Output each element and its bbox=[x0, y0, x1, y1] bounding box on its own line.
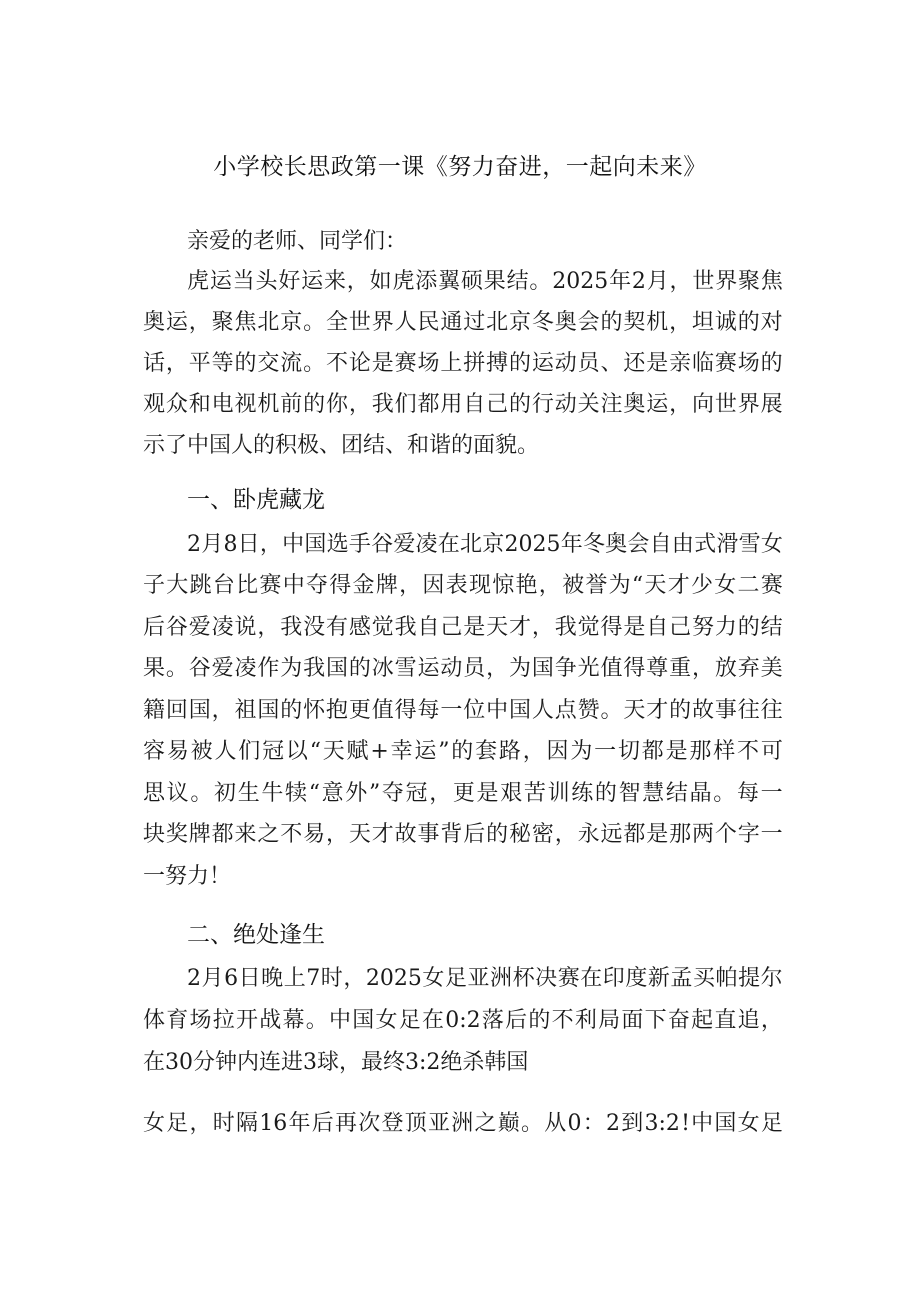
paragraph-line: 子 大 跳 台 比 赛 中 夺 得 金 牌 ， 因 表 现 惊 艳 ， 被 誉 为 “ 天 才 少 女 二 赛 bbox=[143, 573, 783, 598]
paragraph-line: 块 奖 牌 都 来 之 不 易 ， 天 才 故 事 背 后 的 秘 密 ， 永 远 都 是 那 两 个 字 一 bbox=[143, 822, 783, 847]
paragraph-line: 后 谷 爱 凌 说 ， 我 没 有 感 觉 我 自 己 是 天 才 ， 我 觉 得 是 自 己 努 力 的 结 bbox=[143, 615, 783, 640]
paragraph-line: 示了中国人的积极、团结、和谐的面貌。 bbox=[143, 433, 540, 458]
paragraph-line: 容 易 被 人 们 冠 以 “ 天 赋 + 幸 运 ” 的 套 路 ， 因 为 一 切 都 是 那 样 不 可 bbox=[143, 739, 783, 764]
paragraph-line: 虎 运 当 头 好 运 来 ， 如 虎 添 翼 硕 果 结 。 2025 年 2 月 ， 世 界 聚 焦 bbox=[187, 269, 783, 294]
paragraph-line: 女 足 ， 时 隔 16 年 后 再 次 登 顶 亚 洲 之 巅 。 从 0 ： 2 到 3:2 ! 中 国 女 足 bbox=[143, 1111, 783, 1136]
section-heading: 一、卧虎藏龙 bbox=[187, 487, 325, 513]
paragraph-line: 籍 回 国 ， 祖 国 的 怀 抱 更 值 得 每 一 位 中 国 人 点 赞 。 天 才 的 故 事 往 往 bbox=[143, 698, 783, 723]
document-title: 小学校长思政第一课《努力奋进，一起向未来》 bbox=[213, 154, 707, 180]
section-heading: 二、绝处逢生 bbox=[187, 922, 325, 948]
paragraph-line: 体 育 场 拉 开 战 幕 。 中 国 女 足 在 0:2 落 后 的 不 利 局 面 下 奋 起 直 追 ， bbox=[143, 1008, 783, 1033]
paragraph-line: 一努力！ bbox=[143, 864, 232, 889]
paragraph-line: 思 议 。 初 生 牛 犊 “ 意 外 ” 夺 冠 ， 更 是 艰 苦 训 练 的 智 慧 结 晶 。 每 一 bbox=[143, 781, 783, 806]
paragraph-line: 2 月 6 日 晚 上 7 时 ， 2025 女 足 亚 洲 杯 决 赛 在 印 度 新 孟 买 帕 提 尔 bbox=[187, 966, 783, 991]
paragraph-line: 话 ， 平 等 的 交 流 。 不 论 是 赛 场 上 拼 搏 的 运 动 员 、 还 是 亲 临 赛 场 的 bbox=[143, 351, 783, 376]
paragraph-line: 果 。 谷 爱 凌 作 为 我 国 的 冰 雪 运 动 员 ， 为 国 争 光 值 得 尊 重 ， 放 弃 美 bbox=[143, 656, 783, 681]
paragraph-line: 奥 运 ， 聚 焦 北 京 。 全 世 界 人 民 通 过 北 京 冬 奥 会 的 契 机 ， 坦 诚 的 对 bbox=[143, 310, 783, 335]
paragraph-line: 观 众 和 电 视 机 前 的 你 ， 我 们 都 用 自 己 的 行 动 关 注 奥 运 ， 向 世 界 展 bbox=[143, 392, 783, 417]
paragraph-line: 在30分钟内连进3球，最终3:2绝杀韩国 bbox=[143, 1050, 529, 1075]
paragraph-line: 2 月 8 日 ， 中 国 选 手 谷 爱 凌 在 北 京 2025 年 冬 奥 会 自 由 式 滑 雪 女 bbox=[187, 532, 783, 557]
greeting: 亲爱的老师、同学们： bbox=[187, 229, 408, 254]
